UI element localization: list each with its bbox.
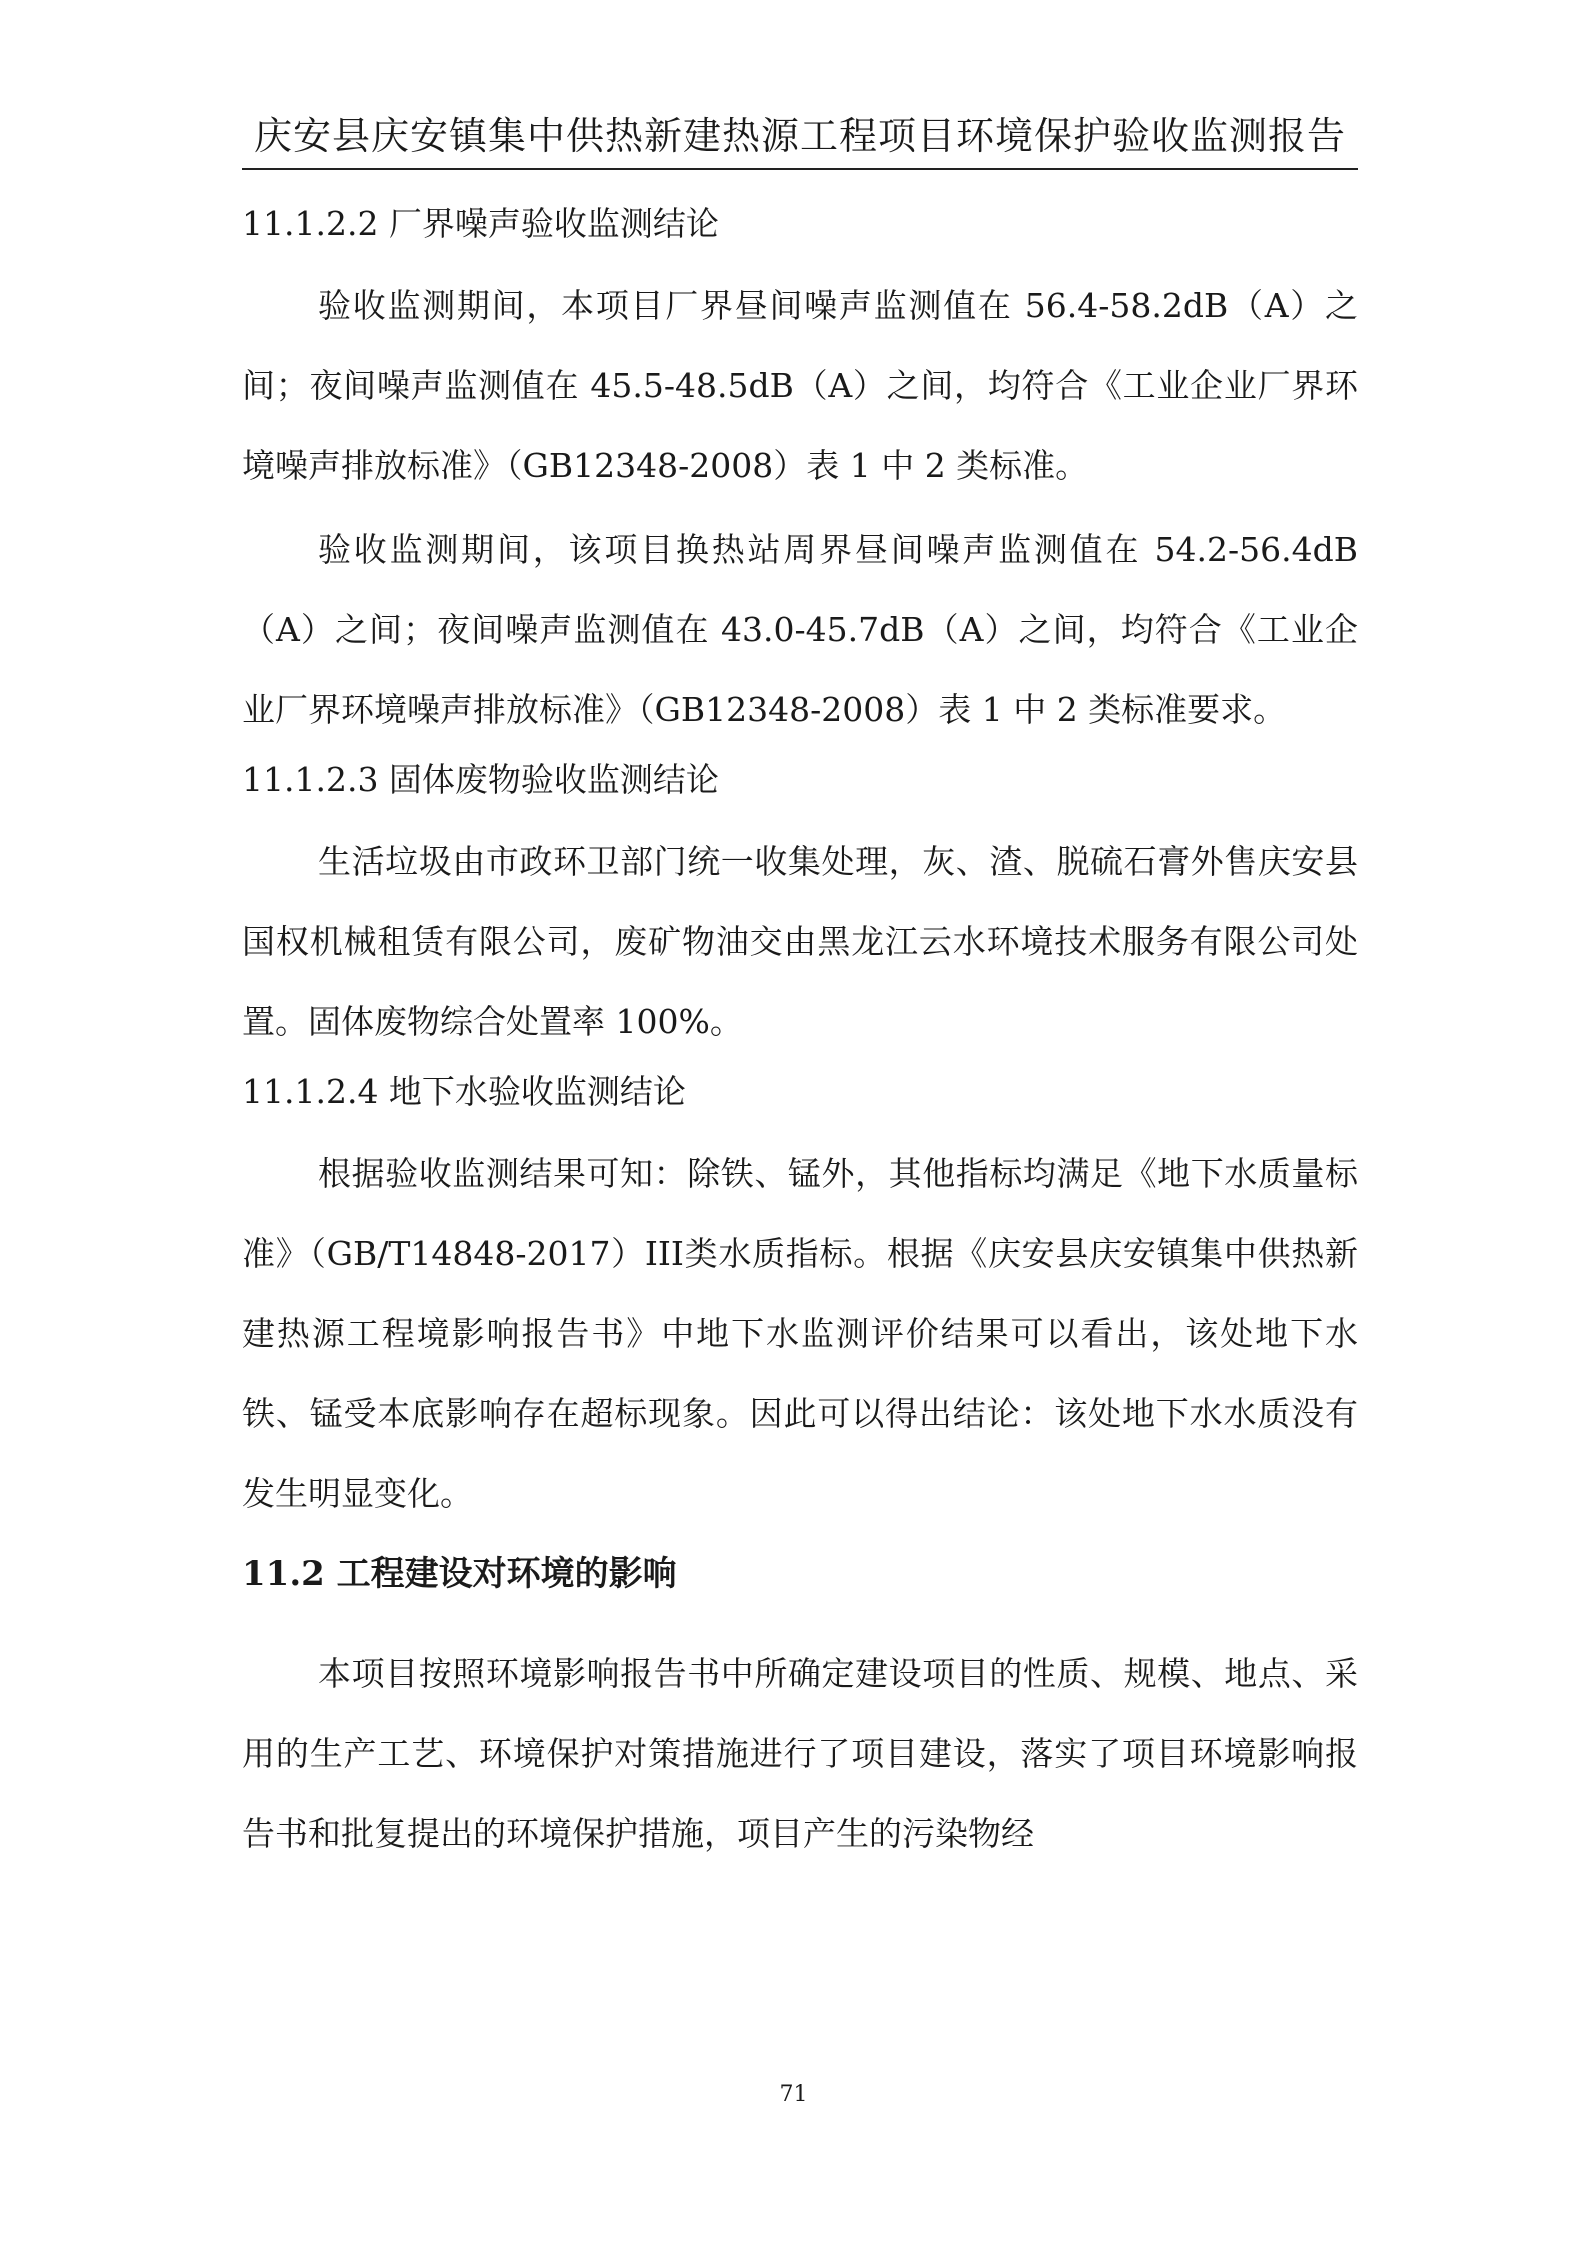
page-number: 71 (779, 2082, 808, 2107)
paragraph-solid-waste: 生活垃圾由市政环卫部门统一收集处理，灰、渣、脱硫石膏外售庆安县国权机械租赁有限公司，废矿物油交由黑龙江云水环境技术服务有限公司处置。固体废物综合处置率 100%。 (242, 842, 1358, 1041)
page-content (242, 198, 1358, 1878)
section-heading-construction-impact: 11.2 工程建设对环境的影响 (242, 1554, 677, 1594)
section-heading-solid-waste: 11.1.2.3 固体废物验收监测结论 (242, 760, 719, 799)
running-header: 庆安县庆安镇集中供热新建热源工程项目环境保护验收监测报告 (253, 114, 1346, 158)
section-heading-groundwater: 11.1.2.4 地下水验收监测结论 (242, 1072, 686, 1111)
paragraph-noise-plant: 验收监测期间，本项目厂界昼间噪声监测值在 56.4-58.2dB（A）之间；夜间噪声监测值在 45.5-48.5dB（A）之间，均符合《工业企业厂界环境噪声排放标准》（GB12348-2008）表 1 中 2 类标准。 (242, 286, 1358, 485)
paragraph-construction-impact: 本项目按照环境影响报告书中所确定建设项目的性质、规模、地点、采用的生产工艺、环境保护对策措施进行了项目建设，落实了项目环境影响报告书和批复提出的环境保护措施，项目产生的污染物经 (242, 1654, 1358, 1853)
section-heading-noise: 11.1.2.2 厂界噪声验收监测结论 (242, 204, 719, 243)
paragraph-noise-station: 验收监测期间，该项目换热站周界昼间噪声监测值在 54.2-56.4dB（A）之间；夜间噪声监测值在 43.0-45.7dB（A）之间，均符合《工业企业厂界环境噪声排放标准》（GB12348-2008）表 1 中 2 类标准要求。 (242, 530, 1358, 729)
header-rule (242, 168, 1358, 170)
paragraph-groundwater: 根据验收监测结果可知：除铁、锰外，其他指标均满足《地下水质量标准》（GB/T14848-2017）III类水质指标。根据《庆安县庆安镇集中供热新建热源工程境影响报告书》中地下水监测评价结果可以看出，该处地下水铁、锰受本底影响存在超标现象。因此可以得出结论：该处地下水水质没有发生明显变化。 (242, 1154, 1358, 1513)
